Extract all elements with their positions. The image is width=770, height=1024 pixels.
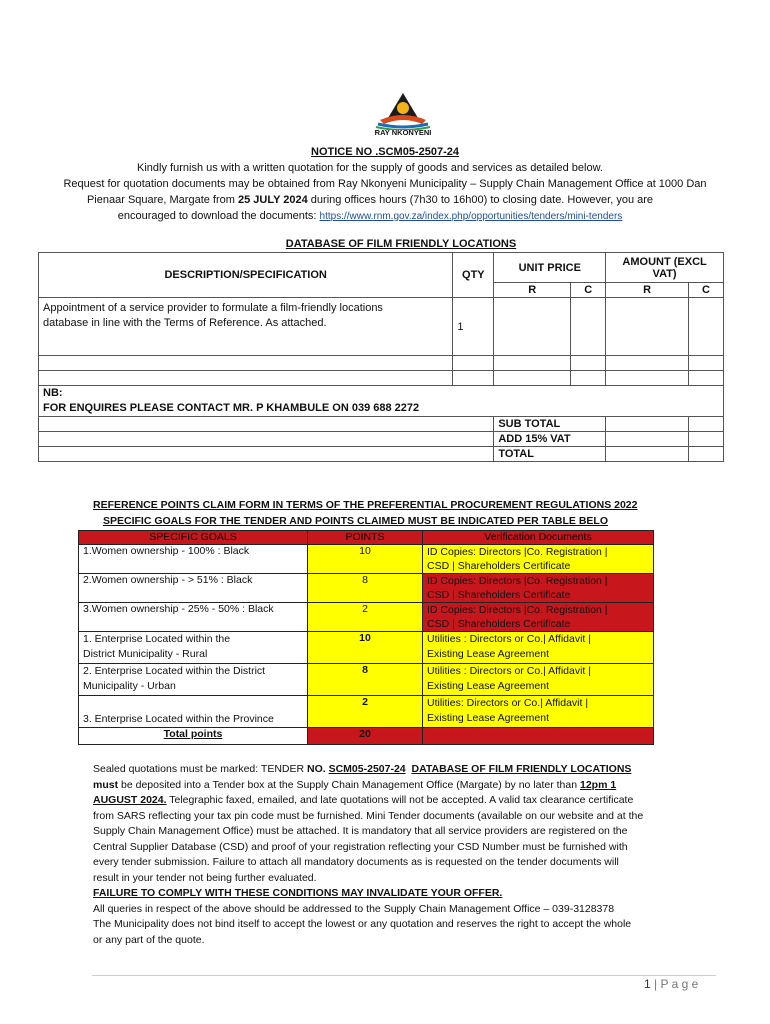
goal-docs: ID Copies: Directors |Co. Registration | CSD | Shareholders Certificate xyxy=(423,545,654,574)
goal-docs: Utilities : Directors or Co.| Affidavit | Existing Lease Agreement xyxy=(423,664,654,696)
goal-points: 10 xyxy=(308,632,423,664)
goal-row: 3.Women ownership - 25% - 50% : Black xyxy=(79,603,308,632)
intro-line-4: encouraged to download the documents: https://www.rnm.gov.za/index.php/opportunities/tenders/mini-tenders xyxy=(117,210,623,222)
col-qty: QTY xyxy=(453,253,494,298)
footer-divider xyxy=(92,975,716,976)
goal-points: 10 xyxy=(308,545,423,574)
quote-table xyxy=(38,252,724,462)
total-points-label: Total points xyxy=(79,728,308,745)
intro-line-1: Kindly furnish us with a written quotation for the supply of goods and services as detailed below. xyxy=(137,162,603,174)
col-description: DESCRIPTION/SPECIFICATION xyxy=(39,253,453,298)
intro-line-3: Pienaar Square, Margate from 25 JULY 2024 during offices hours (7h30 to 16h00) to closing date. However, you are xyxy=(86,194,654,206)
intro-line-2: Request for quotation documents may be obtained from Ray Nkonyeni Municipality – Supply Chain Management Office at 1000 Dan xyxy=(63,178,707,190)
page-number: 1 | P a g e xyxy=(644,977,699,991)
goal-points: 8 xyxy=(308,574,423,603)
header-docs: Verification Documents xyxy=(423,531,654,545)
col-unit-price: UNIT PRICE xyxy=(494,253,606,283)
notice-number: NOTICE NO .SCM05-2507-24 xyxy=(311,146,459,158)
goal-points: 2 xyxy=(308,603,423,632)
item-qty: 1 xyxy=(453,298,494,356)
item-description: Appointment of a service provider to formulate a film-friendly locations database in line with the Terms of Reference. As attached. xyxy=(39,298,453,356)
unit-r: R xyxy=(494,283,571,298)
goal-docs: ID Copies: Directors |Co. Registration | CSD | Shareholders Certificate xyxy=(423,574,654,603)
header-goals: SPECIFIC GOALS xyxy=(79,531,308,545)
logo-emblem-icon xyxy=(370,90,436,130)
goal-docs: ID Copies: Directors |Co. Registration | CSD | Shareholders Certificate xyxy=(423,603,654,632)
enquiries-note: NB: FOR ENQUIRES PLEASE CONTACT MR. P KHAMBULE ON 039 688 2272 xyxy=(39,386,724,417)
tenders-link[interactable]: https://www.rnm.gov.za/index.php/opportunities/tenders/mini-tenders xyxy=(319,211,623,222)
col-amount: AMOUNT (EXCL VAT) xyxy=(606,253,724,283)
goal-row: 2.Women ownership - > 51% : Black xyxy=(79,574,308,603)
goal-row: 1. Enterprise Located within the District Municipality - Rural xyxy=(79,632,308,664)
vat-label: ADD 15% VAT xyxy=(494,432,606,447)
header-points: POINTS xyxy=(308,531,423,545)
goal-docs: Utilities : Directors or Co.| Affidavit | Existing Lease Agreement xyxy=(423,632,654,664)
logo-name: RAY NKONYENI xyxy=(374,128,432,137)
goal-row: 1.Women ownership - 100% : Black xyxy=(79,545,308,574)
failure-warning: FAILURE TO COMPLY WITH THESE CONDITIONS MAY INVALIDATE YOUR OFFER. xyxy=(93,887,503,899)
goal-row: 3. Enterprise Located within the Province xyxy=(79,696,308,728)
amount-r: R xyxy=(606,283,689,298)
quote-table-title: DATABASE OF FILM FRIENDLY LOCATIONS xyxy=(285,238,517,250)
points-table xyxy=(78,530,654,745)
goal-row: 2. Enterprise Located within the District Municipality - Urban xyxy=(79,664,308,696)
total-points-value: 20 xyxy=(308,728,423,745)
submission-instructions: Sealed quotations must be marked: TENDER NO. SCM05-2507-24 DATABASE OF FILM FRIENDLY LOCATIONS must be deposited into a Tender box at the Supply Chain Management Office (Margate) by no later than 12pm 1 AUGUST 2024. Telegraphic faxed, emailed, and late quotations will not be accepted. A valid tax clearance certificate from SARS reflecting your tax pin code must be furnished. Mini Tender documents (available on our website and at the Supply Chain Management Office) must be attached. It is mandatory that all service providers are registered on the Central Supplier Database (CSD) and proof of your registration reflecting your CSD Number must be furnished with every tender submission. Failure to attach all mandatory documents as is requested on the tender documents will result in your tender not being further evaluated. FAILURE TO COMPLY WITH THESE CONDITIONS MAY INVALIDATE YOUR OFFER. All queries in respect of the above should be addressed to the Supply Chain Management Office – 039-3128378 The Municipality does not bind itself to accept the lowest or any quotation and reserves the right to accept the whole or any part of the quote. xyxy=(93,762,717,948)
unit-c: C xyxy=(571,283,606,298)
points-title-2: SPECIFIC GOALS FOR THE TENDER AND POINTS CLAIMED MUST BE INDICATED PER TABLE BELO xyxy=(103,515,608,527)
goal-docs: Utilities: Directors or Co.| Affidavit | Existing Lease Agreement xyxy=(423,696,654,728)
goal-points: 2 xyxy=(308,696,423,728)
goal-points: 8 xyxy=(308,664,423,696)
points-title-1: REFERENCE POINTS CLAIM FORM IN TERMS OF THE PREFERENTIAL PROCUREMENT REGULATIONS 2022 xyxy=(93,499,638,511)
amount-c: C xyxy=(689,283,724,298)
total-label: TOTAL xyxy=(494,447,606,462)
subtotal-label: SUB TOTAL xyxy=(494,417,606,432)
